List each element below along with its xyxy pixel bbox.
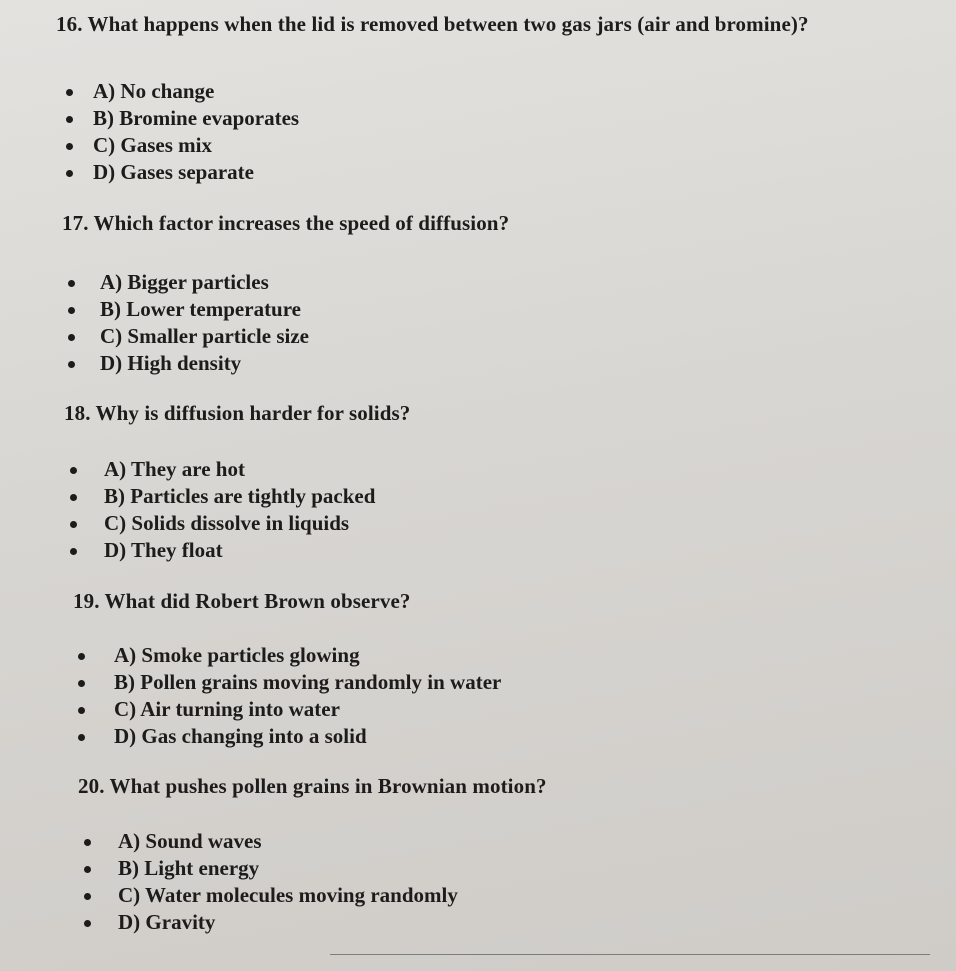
- bullet-icon: [84, 866, 91, 873]
- bullet-icon: [84, 839, 91, 846]
- bullet-icon: [66, 89, 73, 96]
- bullet-icon: [70, 494, 77, 501]
- question-20: 20. What pushes pollen grains in Brownian motion?: [78, 774, 547, 798]
- bullet-icon: [70, 521, 77, 528]
- bottom-divider: [330, 954, 930, 955]
- question-18: 18. Why is diffusion harder for solids?: [64, 401, 411, 425]
- bullet-icon: [84, 893, 91, 900]
- bullet-icon: [68, 280, 75, 287]
- bullet-icon: [78, 707, 85, 714]
- question-17: 17. Which factor increases the speed of diffusion?: [62, 211, 510, 235]
- bullet-icon: [66, 170, 73, 177]
- bullet-icon: [70, 467, 77, 474]
- question-16: 16. What happens when the lid is removed between two gas jars (air and bromine)?: [56, 12, 809, 36]
- bullet-icon: [68, 361, 75, 368]
- bullet-icon: [68, 307, 75, 314]
- bullet-icon: [78, 653, 85, 660]
- worksheet-page: 16. What happens when the lid is removed between two gas jars (air and bromine)? A) No change B) Bromine evaporates C) Gases mix D) Gases separate 17. Which factor increases the speed of diffusion? A) Bigger particles B) Lower temperature C) Smaller particle size D) High density 18. Why is diffusion harder for solids? A) They are hot B) Particles are tightly packed C) Solids dissolve in liquids D) They float 19. What did Robert Brown observe? A) Smoke particles glowing B) Pollen grains moving randomly in water C) Air turning into water D) Gas changing into a solid 20. What pushes pollen grains in Brownian motion? A) Sound waves B) Light energy C) Water molecules moving randomly D) Gravity: [0, 0, 956, 971]
- bullet-icon: [78, 734, 85, 741]
- bullet-icon: [66, 116, 73, 123]
- bullet-icon: [68, 334, 75, 341]
- bullet-icon: [66, 143, 73, 150]
- question-19: 19. What did Robert Brown observe?: [73, 589, 411, 613]
- bullet-icon: [70, 548, 77, 555]
- bullet-icon: [78, 680, 85, 687]
- bullet-icon: [84, 920, 91, 927]
